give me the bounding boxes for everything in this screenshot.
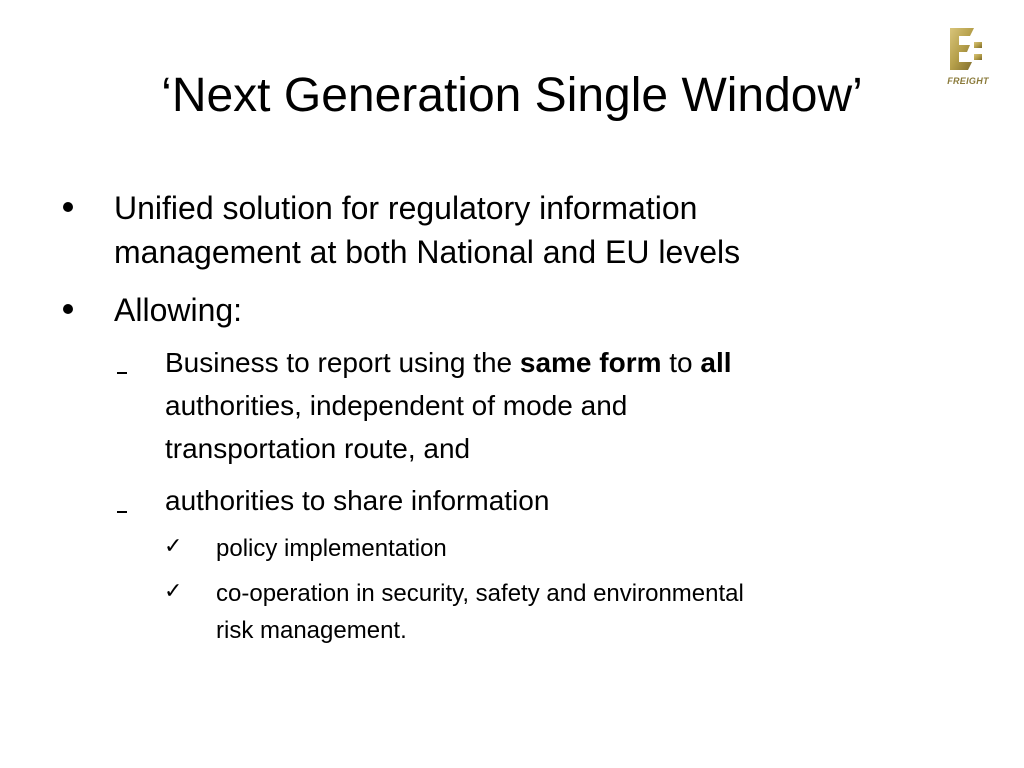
sub-bullet-line (165, 341, 732, 384)
check-item-line: risk management. (216, 617, 407, 644)
checkmark-icon: ✓ (164, 579, 183, 604)
bullet-line: Allowing: (114, 292, 243, 328)
check-item-line: co-operation in security, safety and environmental (216, 580, 744, 607)
bullet-dot-icon (63, 304, 73, 314)
bullet-line: management at both National and EU levels (114, 234, 741, 270)
e-freight-logo-icon (940, 24, 996, 76)
sub-bullet-line: transportation route, and (165, 433, 471, 464)
bullet-line: Unified solution for regulatory information (114, 190, 698, 226)
text-run: Business to report using the (165, 347, 520, 378)
logo-caption: FREIGHT (947, 76, 989, 86)
logo (940, 24, 1000, 90)
sub-bullet-line: authorities, independent of mode and (165, 390, 628, 421)
slide-title: ‘Next Generation Single Window’ (161, 69, 863, 122)
text-run: to (661, 347, 701, 378)
check-item-line: policy implementation (216, 535, 447, 562)
sub-bullet-line: authorities to share information (165, 485, 550, 516)
text-emphasis: same form (519, 347, 662, 378)
bullet-dot-icon (63, 202, 73, 212)
checkmark-icon: ✓ (164, 534, 183, 559)
dash-bullet-icon (117, 372, 127, 374)
dash-bullet-icon (117, 511, 127, 513)
text-emphasis: all (700, 347, 732, 378)
